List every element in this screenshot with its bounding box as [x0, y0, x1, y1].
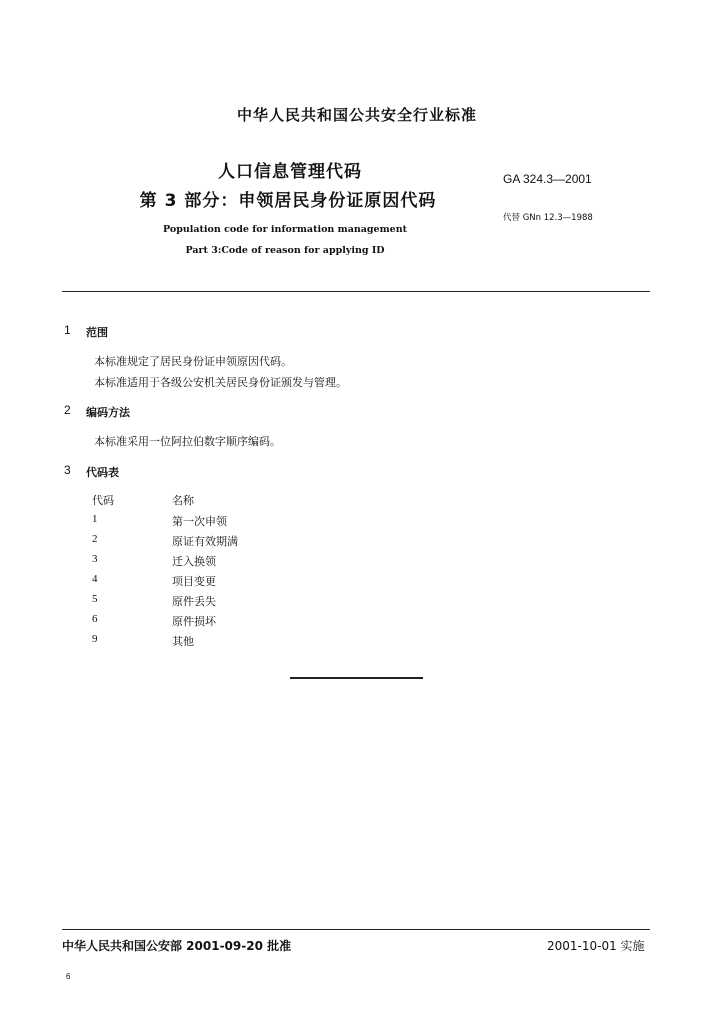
replaces-note: 代替 GNn 12.3—1988: [503, 213, 593, 223]
title-en-line-1: Population code for information management: [163, 224, 407, 235]
section-1-paragraph-1: 本标准规定了居民身份证申领原因代码。: [94, 355, 292, 368]
section-1-number: 1: [64, 323, 71, 337]
table-row-name: 原件丢失: [172, 595, 216, 608]
table-row-name: 项目变更: [172, 575, 216, 588]
end-rule: [290, 677, 423, 679]
standard-code: GA 324.3—2001: [503, 172, 592, 186]
table-row-name: 迁入换领: [172, 555, 216, 568]
title-zh-line-1: 人口信息管理代码: [218, 162, 362, 182]
effective-date: 2001-10-01 实施: [547, 939, 645, 953]
table-row-name: 第一次申领: [172, 515, 227, 528]
section-1-heading: 范围: [86, 326, 108, 339]
page-number: 6: [66, 972, 71, 981]
table-row-code: 4: [92, 573, 98, 585]
standard-body-title: 中华人民共和国公共安全行业标准: [236, 106, 477, 124]
approval-note: 中华人民共和国公安部 2001-09-20 批准: [62, 939, 292, 953]
section-1-paragraph-2: 本标准适用于各级公安机关居民身份证颁发与管理。: [94, 376, 347, 389]
section-2-heading: 编码方法: [86, 406, 130, 419]
table-row-code: 2: [92, 533, 98, 545]
section-2-number: 2: [64, 403, 71, 417]
section-3-heading: 代码表: [86, 466, 119, 479]
table-row-code: 9: [92, 633, 98, 645]
table-row-name: 其他: [172, 635, 194, 648]
section-2-paragraph-1: 本标准采用一位阿拉伯数字顺序编码。: [94, 435, 281, 448]
table-header-name: 名称: [172, 494, 194, 507]
header-rule: [62, 291, 650, 292]
title-en-line-2: Part 3:Code of reason for applying ID: [185, 245, 385, 256]
section-3-number: 3: [64, 463, 71, 477]
table-header-code: 代码: [92, 494, 114, 507]
table-row-name: 原件损坏: [172, 615, 216, 628]
table-row-code: 1: [92, 513, 98, 525]
footer-rule: [62, 929, 650, 930]
table-row-code: 5: [92, 593, 98, 605]
title-zh-line-2: 第 3 部分：申领居民身份证原因代码: [139, 191, 437, 211]
table-row-name: 原证有效期满: [172, 535, 238, 548]
table-row-code: 3: [92, 553, 98, 565]
table-row-code: 6: [92, 613, 98, 625]
